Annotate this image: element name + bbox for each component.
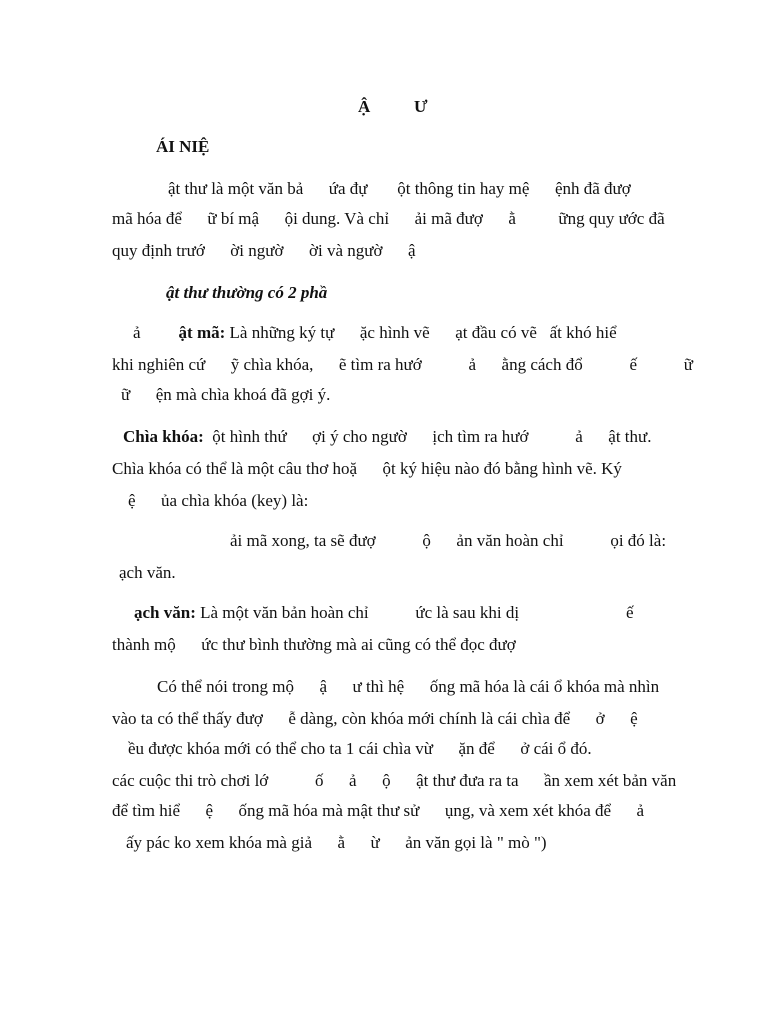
para2-prefix: ả (133, 323, 141, 342)
subheading: ật thư thường có 2 phầ (166, 283, 328, 302)
para3-line1 (123, 428, 651, 445)
para5-line2: thành mộ ức thư bình thường mà ai cũng có thể đọc đượ (112, 635, 516, 654)
page-title-left: Ậ (358, 97, 371, 116)
para3-line3: ệ ủa chìa khóa (key) là: (128, 491, 309, 510)
para5-line1-text: Là một văn bản hoàn chỉ ức là sau khi dị (195, 603, 520, 622)
para2-term: ật mã: (178, 323, 226, 342)
section-heading: ÁI NIỆ (156, 137, 210, 156)
para3-term: Chìa khóa: (123, 427, 204, 446)
para2-line1 (133, 324, 617, 341)
para6-line5: để tìm hiể ệ ống mã hóa mà mật thư sử ụng, và xem xét khóa để ả (112, 801, 645, 820)
para6-line4: các cuộc thi trò chơi lớ ố ả ộ ật thư đưa ra ta ần xem xét bản văn (112, 771, 677, 790)
para5-line1 (134, 604, 519, 621)
para6-line3: ều được khóa mới có thể cho ta 1 cái chìa vừ ặn để ở cái ổ đó. (128, 739, 592, 758)
para6-line6: ấy pác ko xem khóa mà giả ằ ừ ản văn gọi là " mò ") (126, 833, 547, 852)
para6-line1: Có thể nói trong mộ ậ ư thì hệ ống mã hóa là cái ổ khóa mà nhìn (157, 677, 660, 696)
para1-line1: ật thư là một văn bả ứa đự ột thông tin hay mệ ệnh đã đượ (168, 179, 631, 198)
para3-line1-text: ột hình thứ ợi ý cho ngườ ịch tìm ra hướ ả ật thư. (203, 427, 652, 446)
para4-line1: ải mã xong, ta sẽ đượ ộ ản văn hoàn chỉ ọi đó là: (230, 531, 667, 550)
para1-line2: mã hóa để ữ bí mậ ội dung. Và chỉ ải mã đượ ằ ững quy ước đã (112, 209, 665, 228)
para6-line2: vào ta có thể thấy đượ ễ dàng, còn khóa mới chính là cái chìa để ở ệ (112, 709, 638, 728)
para5-term: ạch văn: (134, 603, 196, 622)
para2-line2: khi nghiên cứ ỹ chìa khóa, ẽ tìm ra hướ ả ằng cách đổ ế ữ (112, 355, 693, 374)
para1-line3: quy định trướ ời ngườ ời và ngườ ậ (112, 241, 416, 260)
para5-line1-end: ế (626, 603, 634, 622)
para4-line2: ạch văn. (119, 563, 176, 582)
para2-line3: ữ ện mà chìa khoá đã gợi ý. (121, 385, 331, 404)
para3-line2: Chìa khóa có thể là một câu thơ hoặ ột ký hiệu nào đó bằng hình vẽ. Ký (112, 459, 622, 478)
page-title-right: Ư (414, 97, 428, 116)
para2-line1-text: Là những ký tự ặc hình vẽ ạt đầu có vẽ ất khó hiể (225, 323, 617, 342)
